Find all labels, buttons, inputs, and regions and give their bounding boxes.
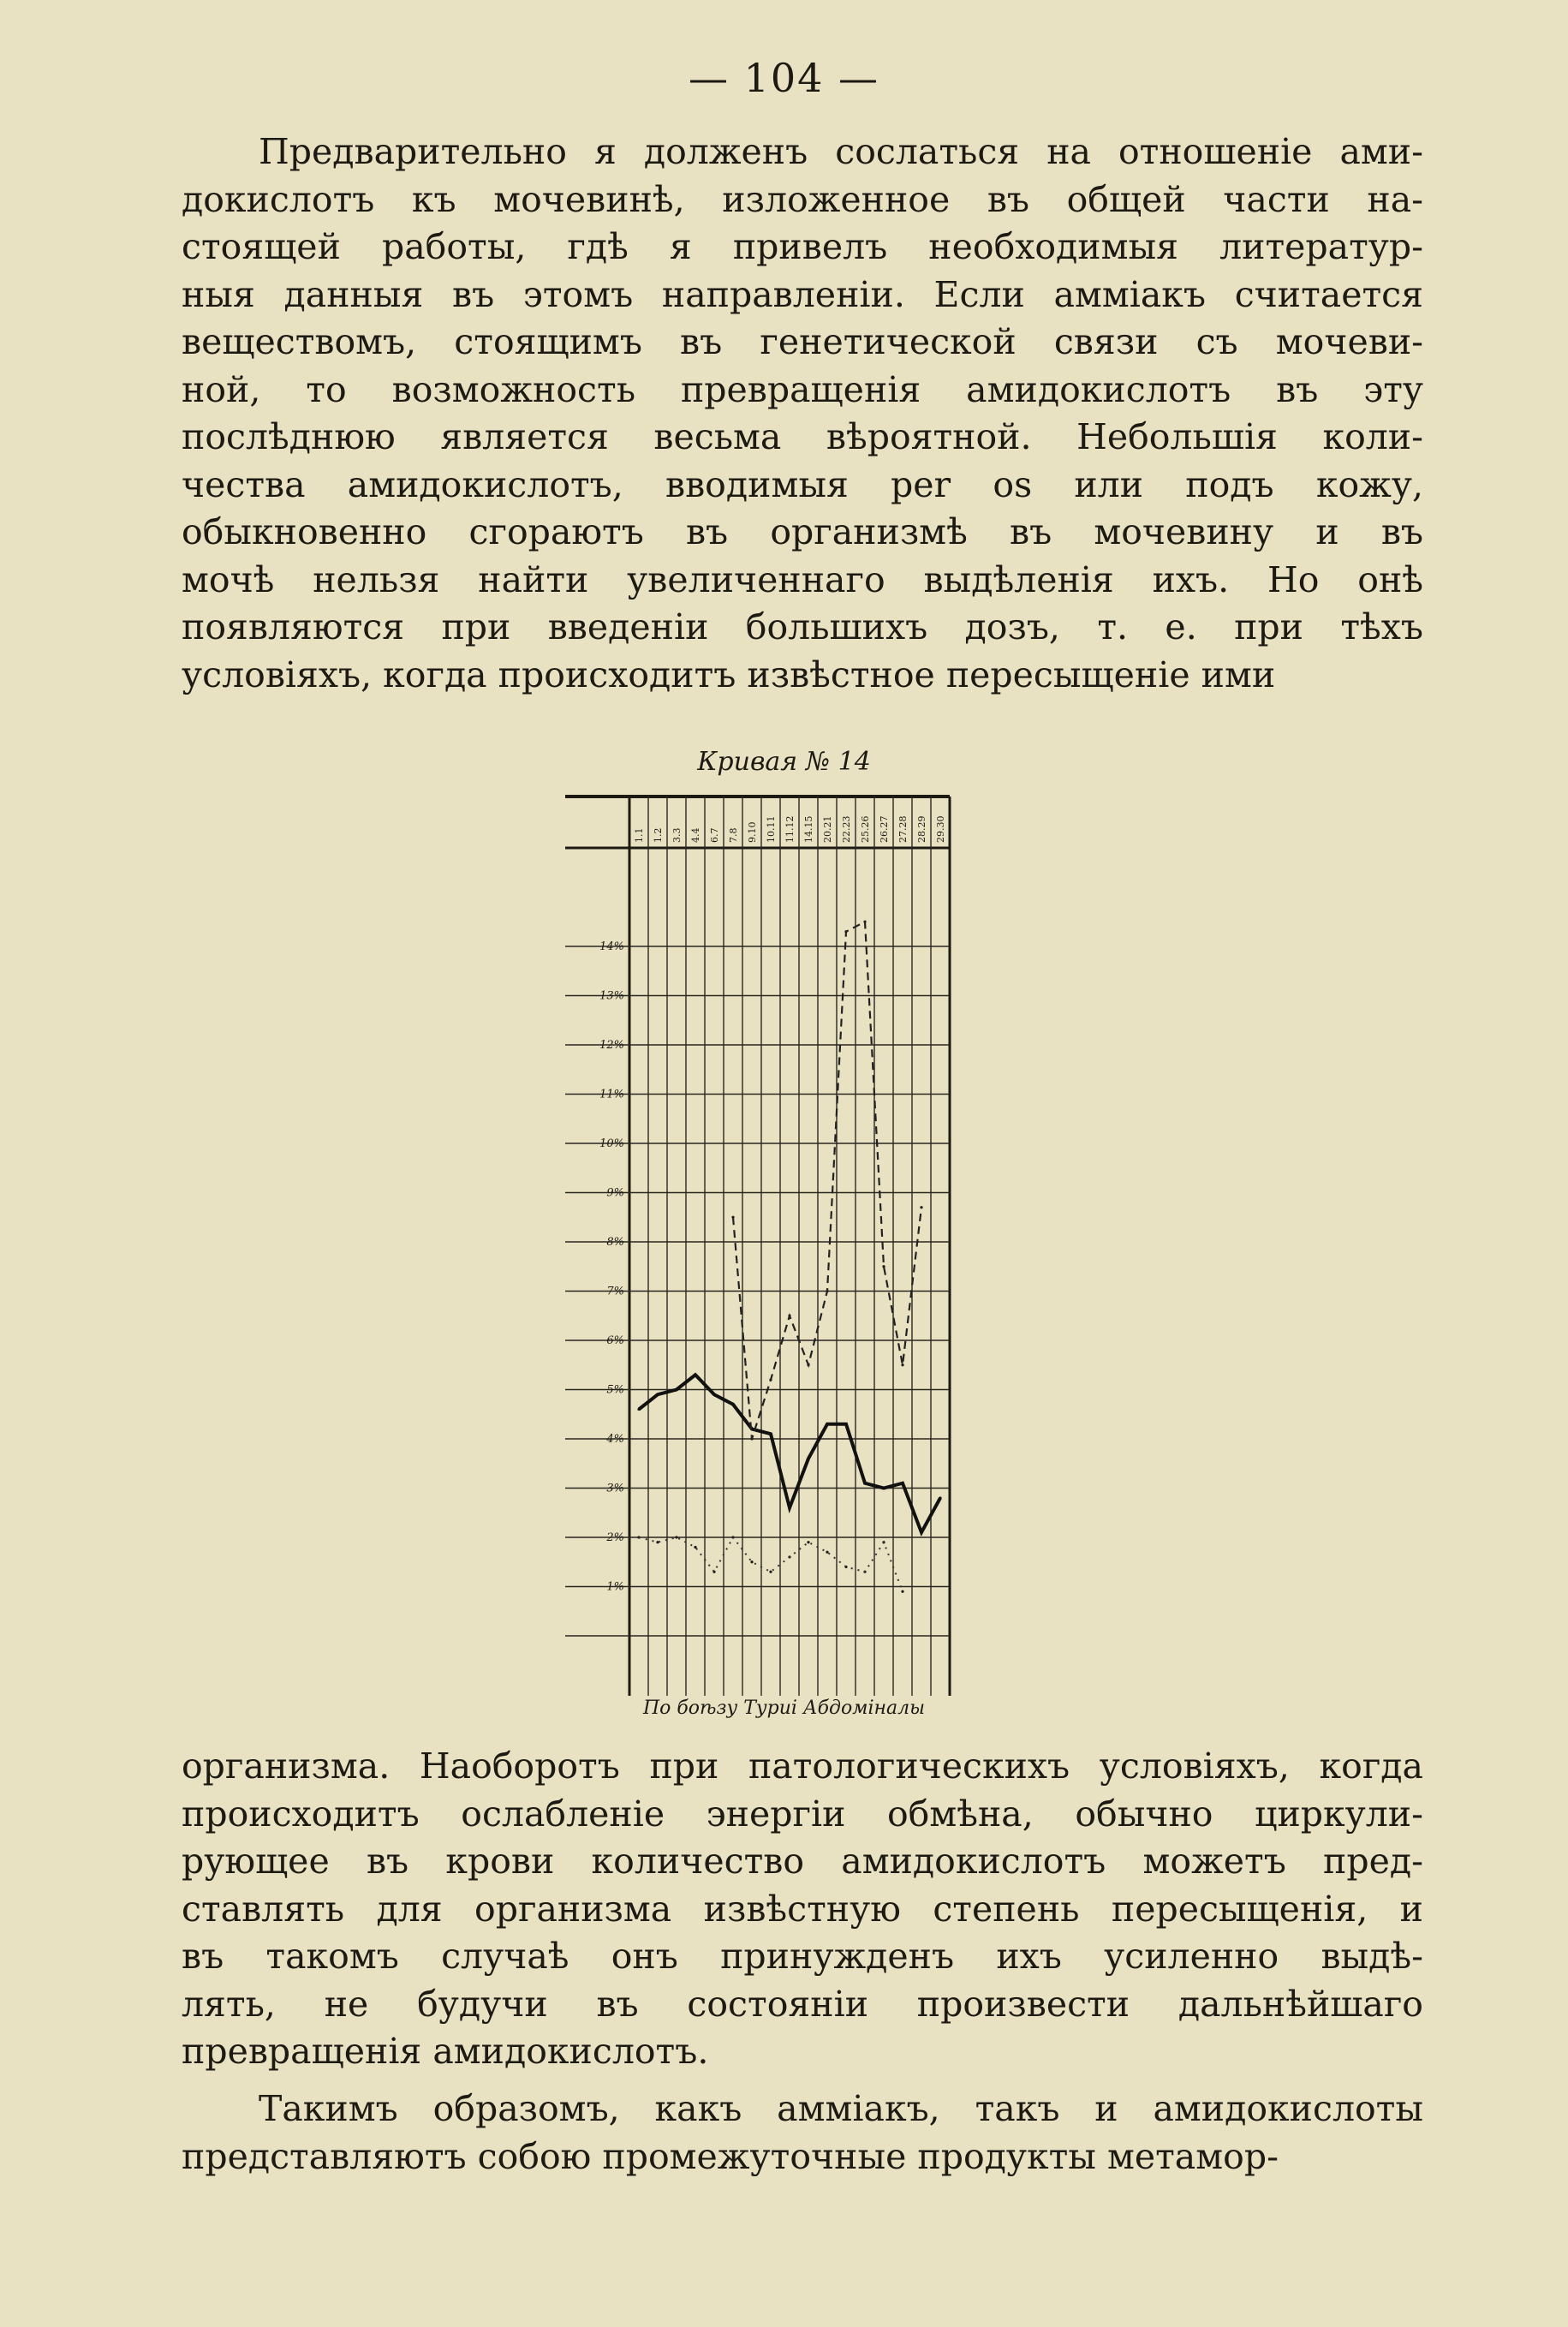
text-line: условіяхъ, когда происходитъ извѣстное пересыщеніе ими [182,653,1276,695]
text-line: въ такомъ случаѣ онъ принужденъ ихъ усиленно выдѣ- [182,1936,1423,1977]
y-tick-label: 10% [599,1137,624,1150]
text-line: стоящей работы, гдѣ я привелъ необходимыя литератур- [182,226,1423,267]
text-line: происходитъ ослабленіе энергіи обмѣна, обычно циркули- [182,1793,1423,1835]
x-tick-label: 29.30 [935,815,946,843]
figure-caption: Кривая № 14 [697,747,871,777]
text-line: чества амидокислотъ, вводимыя per os или подъ кожу, [182,463,1423,505]
text-line: Предварительно я долженъ сослаться на отношеніе ами- [259,131,1423,172]
chart-footer: По боѣзу Туриі Абдоміналы [642,1698,926,1719]
text-line: послѣднюю является весьма вѣроятной. Небольшія коли- [182,416,1423,457]
x-tick-label: 25.26 [860,815,871,843]
y-tick-label: 3% [606,1482,624,1495]
data-point [826,1551,828,1554]
data-point [807,1541,809,1543]
series-line-solid [639,1375,940,1532]
series-line-dotted [639,1537,903,1591]
y-tick-label: 12% [599,1039,624,1052]
y-tick-label: 14% [599,940,624,953]
y-tick-label: 9% [606,1186,624,1200]
text-line: ной, то возможность превращенія амидокислотъ въ эту [182,368,1423,410]
text-line: мочѣ нельзя найти увеличеннаго выдѣленія ихъ. Но онѣ [182,558,1423,600]
page-number: — 104 — [688,55,880,101]
y-tick-label: 13% [599,989,624,1003]
chart [548,779,1036,1704]
x-tick-label: 11.12 [784,815,796,843]
x-tick-label: 26.27 [879,815,890,843]
text-line: ныя данныя въ этомъ направленіи. Если амміакъ считается [182,273,1423,315]
paragraph-2 [182,1743,1423,2076]
x-tick-label: 14.15 [803,815,814,843]
text-line: ставлять для организма извѣстную степень пересыщенія, и [182,1888,1423,1930]
text-line: лять, не будучи въ состояніи произвести дальнѣйшаго [182,1983,1423,2025]
y-tick-label: 6% [606,1334,624,1347]
text-line: рующее въ крови количество амидокислотъ можетъ пред- [182,1841,1423,1882]
y-tick-label: 5% [606,1383,624,1397]
x-tick-label: 22.23 [841,815,852,843]
x-tick-label: 3.3 [671,827,683,843]
x-tick-label: 27.28 [897,815,909,843]
x-tick-label: 6.7 [709,827,720,843]
data-point [901,1363,903,1366]
x-tick-label: 1.1 [634,827,645,843]
y-tick-label: 8% [606,1236,624,1249]
y-tick-label: 7% [606,1285,624,1298]
data-point [901,1590,903,1593]
paragraph-1 [182,128,1423,699]
y-tick-label: 11% [599,1088,624,1101]
x-tick-label: 4.4 [690,827,701,843]
data-point [750,1560,753,1563]
text-line: появляются при введеніи большихъ дозъ, т. е. при тѣхъ [182,606,1423,647]
y-tick-label: 4% [606,1433,624,1446]
x-tick-label: 1.2 [653,827,664,843]
data-point [675,1536,677,1538]
text-line: Такимъ образомъ, какъ амміакъ, такъ и амидокислоты [259,2088,1423,2129]
text-line: представляютъ собою промежуточные продукты метамор- [182,2135,1279,2177]
x-tick-label: 10.11 [766,815,777,843]
data-point [769,1571,772,1573]
text-line: веществомъ, стоящимъ въ генетической связи съ мочеви- [182,321,1423,362]
x-tick-label: 7.8 [728,827,739,843]
data-point [694,1546,696,1548]
y-tick-label: 2% [606,1531,624,1544]
x-tick-label: 28.29 [916,815,927,843]
paragraph-3 [182,2085,1423,2181]
text-line: докислотъ къ мочевинѣ, изложенное въ общей части на- [182,178,1423,220]
text-line: организма. Наоборотъ при патологическихъ условіяхъ, когда [182,1745,1423,1787]
y-tick-label: 1% [606,1580,624,1594]
x-tick-label: 9.10 [747,821,758,843]
text-line: превращенія амидокислотъ. [182,2031,709,2072]
text-line: обыкновенно сгораютъ въ организмѣ въ мочевину и въ [182,511,1423,552]
x-tick-label: 20.21 [822,815,833,843]
